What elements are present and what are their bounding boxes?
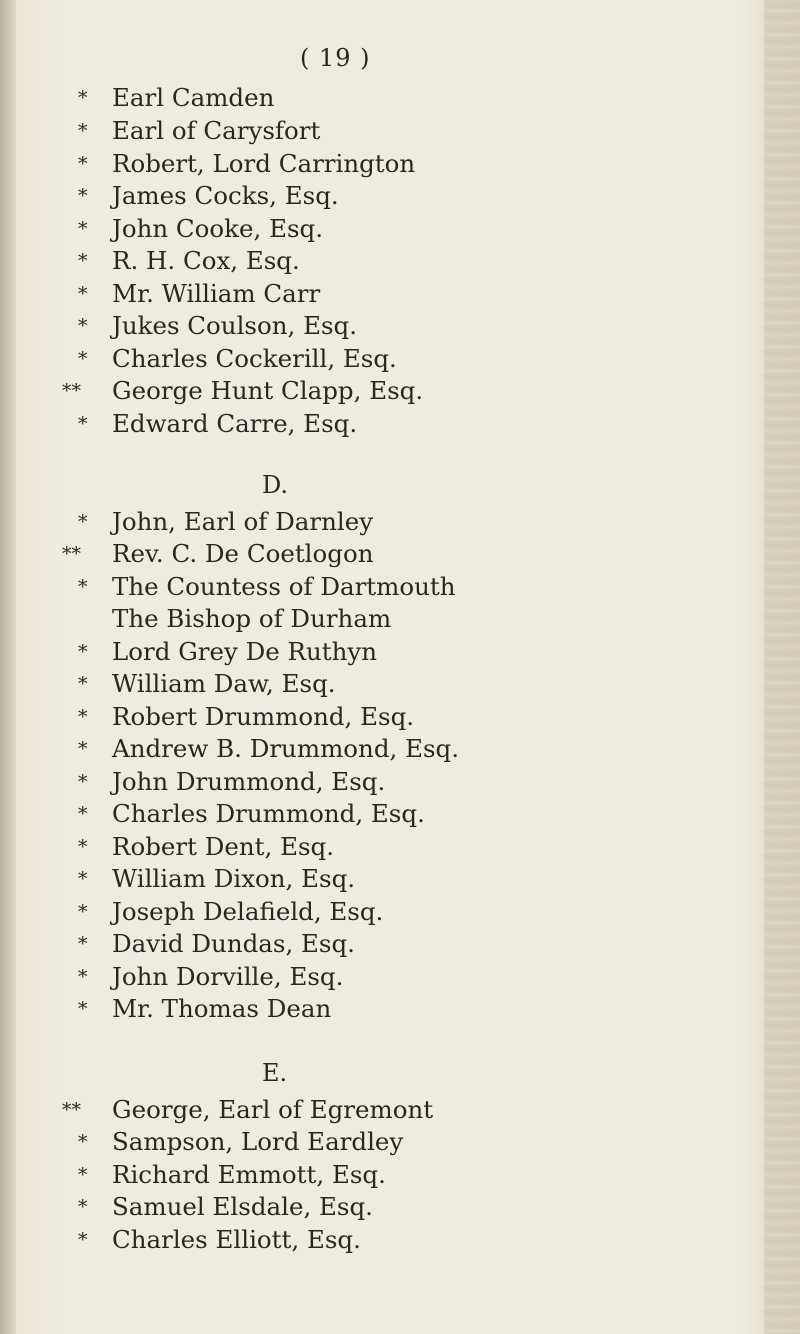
subscriber-mark: * [78,1196,88,1218]
subscriber-name: R. H. Cox, Esq. [112,246,300,275]
subscriber-name: James Cocks, Esq. [112,181,339,210]
subscriber-mark: * [78,185,88,207]
page-fore-edge [764,0,800,1334]
subscriber-name: Richard Emmott, Esq. [112,1160,386,1189]
subscriber-name: Mr. William Carr [112,279,321,308]
subscriber-name: Robert Drummond, Esq. [112,702,415,731]
subscriber-mark: * [78,87,88,109]
subscriber-name: Jukes Coulson, Esq. [112,311,358,340]
subscriber-mark: * [78,576,88,598]
subscriber-mark: * [78,706,88,728]
subscriber-name: John, Earl of Darnley [112,507,374,536]
page-gutter-shadow [0,0,16,1334]
subscriber-mark: * [78,966,88,988]
subscriber-name: Charles Elliott, Esq. [112,1225,361,1254]
subscriber-name: Charles Drummond, Esq. [112,799,425,828]
subscriber-name: Joseph Delafield, Esq. [112,897,384,926]
subscriber-name: Charles Cockerill, Esq. [112,344,397,373]
subscriber-mark: * [78,738,88,760]
subscriber-mark: * [78,641,88,663]
section-heading: D. [262,471,289,499]
subscriber-mark: * [78,218,88,240]
subscriber-name: Robert Dent, Esq. [112,832,334,861]
subscriber-mark: * [78,771,88,793]
subscriber-mark: * [78,511,88,533]
subscriber-name: William Dixon, Esq. [112,864,356,893]
subscriber-mark: * [78,673,88,695]
subscriber-name: Earl of Carysfort [112,116,321,145]
subscriber-name: John Cooke, Esq. [112,214,324,243]
subscriber-name: Andrew B. Drummond, Esq. [112,734,460,763]
subscriber-name: Lord Grey De Ruthyn [112,637,378,666]
subscriber-mark: * [78,250,88,272]
subscriber-mark: * [78,283,88,305]
subscriber-mark: * [78,998,88,1020]
subscriber-mark: * [78,803,88,825]
section-heading: E. [262,1059,288,1087]
subscriber-mark: ** [62,380,81,402]
subscriber-mark: * [78,315,88,337]
subscriber-mark: * [78,868,88,890]
subscriber-name: Sampson, Lord Eardley [112,1127,404,1156]
subscriber-mark: * [78,413,88,435]
subscriber-mark: * [78,1229,88,1251]
subscriber-mark: * [78,348,88,370]
subscriber-name: Mr. Thomas Dean [112,994,332,1023]
subscriber-mark: ** [62,1099,81,1121]
subscriber-name: George Hunt Clapp, Esq. [112,376,424,405]
subscriber-name: David Dundas, Esq. [112,929,355,958]
subscriber-name: The Countess of Dartmouth [112,572,456,601]
subscriber-name: George, Earl of Egremont [112,1095,434,1124]
subscriber-name: William Daw, Esq. [112,669,336,698]
subscriber-name: Samuel Elsdale, Esq. [112,1192,373,1221]
subscriber-name: Earl Camden [112,83,275,112]
page-number: ( 19 ) [300,44,371,72]
subscriber-mark: * [78,901,88,923]
subscriber-name: The Bishop of Durham [112,604,392,633]
subscriber-name: John Drummond, Esq. [112,767,386,796]
subscriber-mark: * [78,836,88,858]
subscriber-mark: * [78,1164,88,1186]
subscriber-mark: * [78,933,88,955]
subscriber-name: Robert, Lord Carrington [112,149,416,178]
subscriber-name: Rev. C. De Coetlogon [112,539,374,568]
subscriber-mark: * [78,120,88,142]
subscriber-name: John Dorville, Esq. [112,962,344,991]
subscriber-name: Edward Carre, Esq. [112,409,358,438]
subscriber-mark: * [78,153,88,175]
subscriber-mark: * [78,1131,88,1153]
subscriber-mark: ** [62,543,81,565]
